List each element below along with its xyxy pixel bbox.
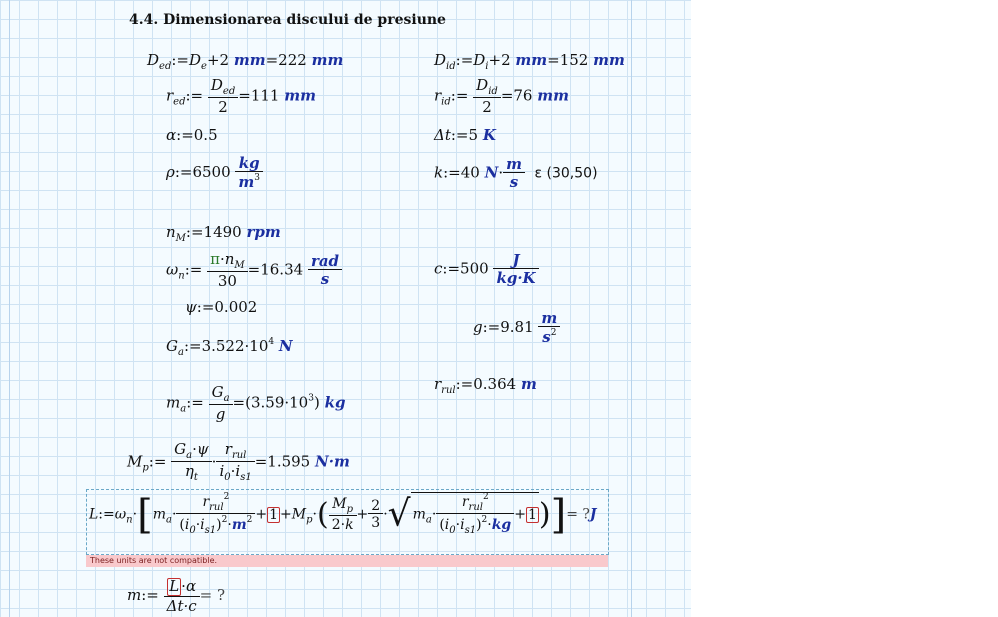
region-red[interactable]: $r_{ed}:=$ $\frac{D_{ed}}{2}$ =111 mm <box>166 76 316 116</box>
placeholder-error[interactable]: L <box>169 577 180 595</box>
page-margin-line <box>9 0 10 617</box>
region-g[interactable]: g:=9.81 $\frac{m}{s^2}$ <box>473 311 560 345</box>
placeholder-error[interactable]: 1 <box>269 506 279 523</box>
region-ga[interactable]: $G_a:=3.522\cdot 10^4$ N <box>166 337 293 358</box>
region-ma[interactable]: $m_a:=$ $\frac{G_a}{g}$ $=(3.59\cdot 10^3)$ kg <box>166 383 346 423</box>
region-l[interactable]: $L:=\omega_n\cdot[m_a\cdot$ $\frac{r_{rul}^2}{(i_0\cdot i_{s1})^2\cdot m^2}$ + $1 +M_p\cdot$( $\frac{M_p}{2\cdot k}$ + $\frac{2}{3}$ ·√ $m_a\cdot$ $\frac{r_{rul}^2}{(i_0\cdot i_{s1})^2\cdot kg}$ + 1)]= ?J <box>89 491 597 538</box>
page-margin-line <box>631 0 632 617</box>
region-k[interactable]: k:=40 N· $\frac{m}{s}$ ε (30,50) <box>434 155 598 191</box>
section-heading: 4.4. Dimensionarea discului de presiune <box>129 12 446 28</box>
placeholder-error[interactable]: 1 <box>527 506 537 523</box>
region-rrul[interactable]: $r_{rul}:=0.364$ m <box>434 375 537 396</box>
region-nm[interactable]: $n_M:=1490$ rpm <box>166 223 281 244</box>
region-omega-n[interactable]: $\omega_n:=$ $\frac{\pi\cdot n_M}{30}$ =16.34 $\frac{\text{rad}}{s}$ <box>166 252 342 289</box>
k-range-note: ε (30,50) <box>534 165 598 182</box>
region-did[interactable]: $D_{id}:=D_i+2$ mm=152 mm <box>434 51 625 72</box>
region-alpha[interactable]: α:=0.5 <box>166 126 218 144</box>
region-delta-t[interactable]: Δt:=5 K <box>434 126 496 144</box>
region-psi[interactable]: ψ:=0.002 <box>185 298 258 316</box>
region-rho[interactable]: ρ:=6500 $\frac{kg}{m^3}$ <box>166 156 263 190</box>
region-mp[interactable]: $M_p:=$ $\frac{G_a\cdot\psi}{\eta_t}$ · $\frac{r_{rul}}{i_0\cdot i_{s1}}$ =1.595 N·m <box>127 440 350 483</box>
region-rid[interactable]: $r_{id}:=$ $\frac{D_{id}}{2}$ =76 mm <box>434 76 569 116</box>
error-message: These units are not compatible. <box>90 556 218 565</box>
region-c[interactable]: c:=500 $\frac{J}{kg\cdot K}$ <box>434 253 539 286</box>
region-ded[interactable]: $D_{ed}:=D_e+2$ mm=222 mm <box>147 51 344 72</box>
region-m[interactable]: m:= $\frac{L \cdot\alpha}{\Delta t\cdot c}$ = ? <box>127 577 226 615</box>
